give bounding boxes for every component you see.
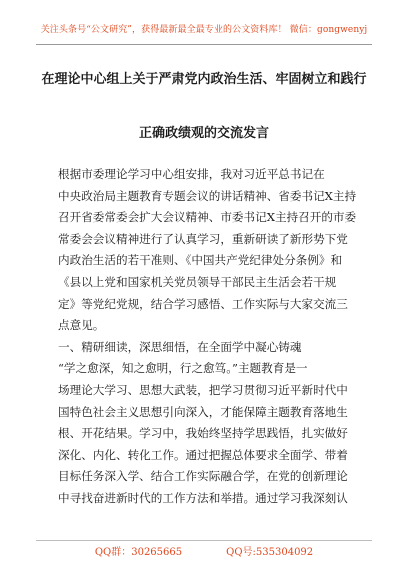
document-title-line-1: 在理论中心组上关于严肃党内政治生活、牢固树立和践行	[41, 72, 367, 87]
body-line: 召开省委常委会扩大会议精神、市委书记X主持召开的市委	[58, 210, 357, 225]
body-line: 根据市委理论学习中心组安排，我对习近平总书记在	[58, 167, 325, 181]
body-line: 点意见。	[58, 318, 105, 333]
body-line: 中央政治局主题教育专题会议的讲话精神、省委书记X主持	[58, 188, 357, 203]
body-line: 根、开花结果。学习中，我始终坚持学思践悟，扎实做好	[58, 426, 348, 441]
body-line: 目标任务深入学、结合工作实际融合学，在党的创新理论	[58, 469, 348, 484]
header-divider	[36, 44, 372, 45]
body-line: “学之愈深，知之愈明，行之愈笃。”主题教育是一	[58, 361, 308, 376]
body-line: 国特色社会主义思想引向深入，才能保障主题教育落地生	[58, 404, 348, 419]
section-heading: 一、精研细读，深思细悟，在全面学中凝心铸魂	[58, 339, 302, 354]
body-line: 定》等党纪党规，结合学习感悟、工作实际与大家交流三	[58, 296, 348, 311]
footer-qq-number: QQ号:535304092	[226, 547, 314, 558]
footer-divider	[36, 540, 372, 541]
header-banner: 关注头条号“公文研究”，获得最新最全最专业的公文资料库！ 微信：gongwenyj	[40, 25, 368, 35]
body-line: 内政治生活的若干准则、《中国共产党纪律处分条例》和	[58, 253, 343, 268]
document-title-line-2: 正确政绩观的交流发言	[138, 126, 269, 141]
document-body	[58, 164, 358, 510]
body-line: 常委会会议精神进行了认真学习，重新研读了新形势下党	[58, 231, 348, 246]
body-line: 中寻找奋进新时代的工作方法和举措。通过学习我深刻认	[58, 490, 348, 505]
footer-contact	[0, 543, 408, 558]
footer-qq-group: QQ群：30265665	[94, 547, 183, 558]
body-line: 场理论大学习、思想大武装，把学习贯彻习近平新时代中	[58, 382, 348, 397]
body-line: 《县以上党和国家机关党员领导干部民主生活会若干规	[58, 274, 337, 289]
body-line: 深化、内化、转化工作。通过把握总体要求全面学、带着	[58, 447, 348, 462]
